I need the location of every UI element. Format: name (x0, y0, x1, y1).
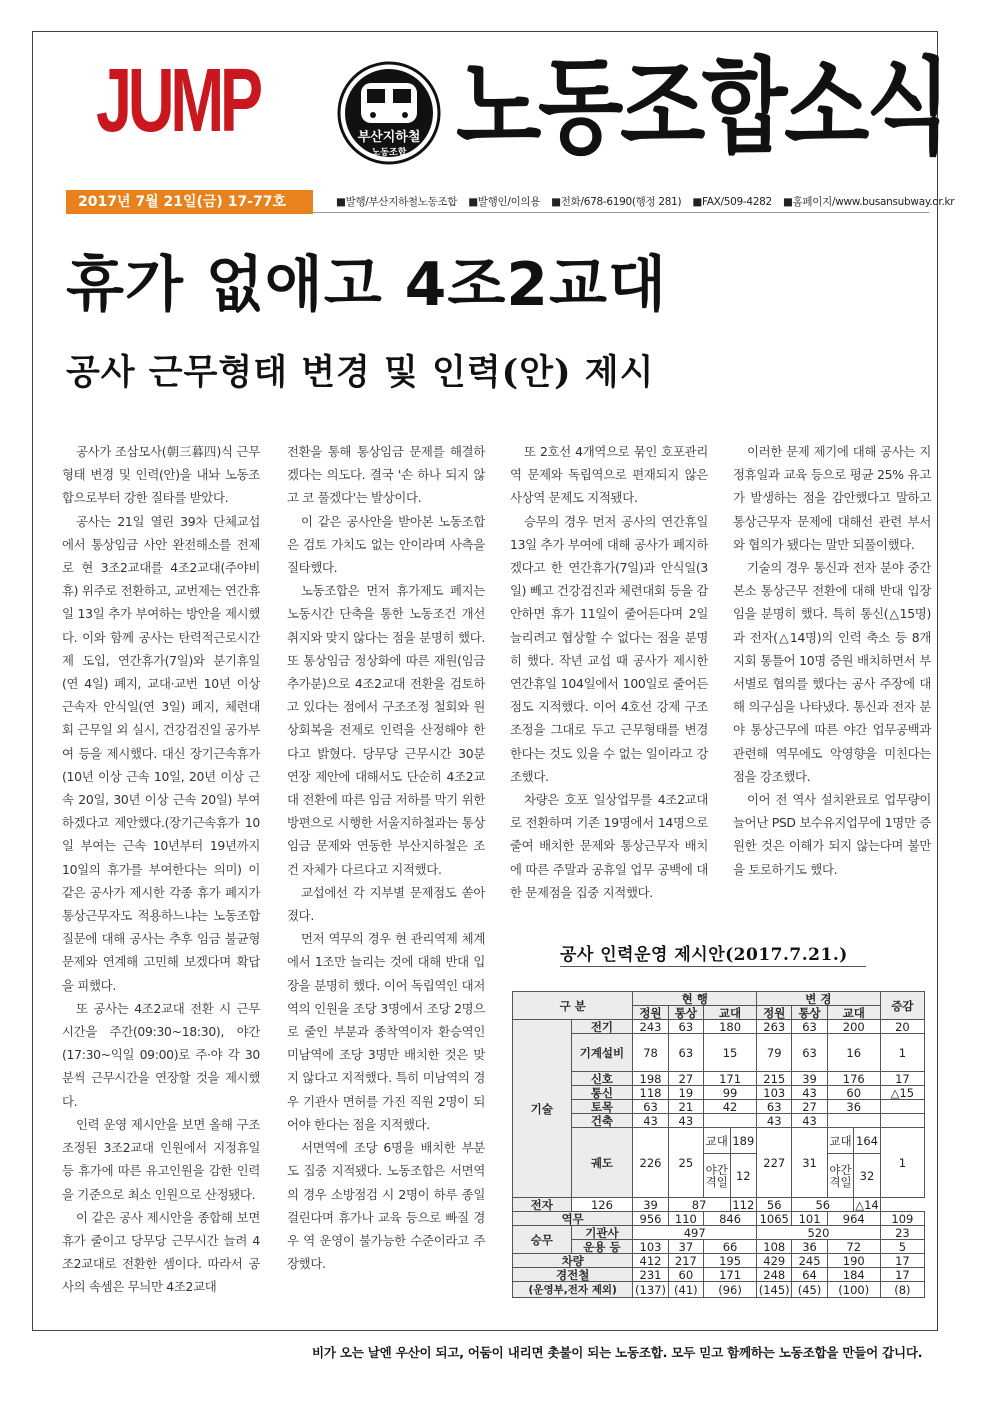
cell: 43 (792, 1086, 827, 1100)
row-label: 기계설비 (571, 1034, 633, 1072)
cell: 231 (633, 1268, 668, 1282)
cell: 184 (827, 1268, 880, 1282)
row-label: 전자 (513, 1198, 572, 1212)
cell: 126 (571, 1198, 633, 1212)
paragraph: 또 공사는 4조2교대 전환 시 근무시간을 주간(09:30~18:30), 야간(17:30~익일 09:00)로 주·야 각 30분씩 근무시간을 연장할 것을 제시했다. (62, 1000, 260, 1109)
table-title: 공사 인력운영 제시안(2017.7.21.) (560, 945, 848, 965)
cell: 99 (704, 1086, 757, 1100)
paragraph: 공사가 조삼모사(朝三暮四)식 근무형태 변경 및 인력(안)을 내놔 노동조합으로부터 강한 질타를 받았다. (62, 444, 260, 506)
row-label: 건축 (571, 1114, 633, 1128)
paragraph: 교섭에선 각 지부별 문제점도 쏟아졌다. (287, 884, 485, 924)
row-label: 역무 (513, 1212, 633, 1226)
header-regular: 정원 (633, 1006, 668, 1020)
table-row (513, 1226, 925, 1240)
cell: 429 (757, 1254, 792, 1268)
paragraph: 먼저 역무의 경우 현 관리역제 체계에서 1조만 늘리는 것에 대해 반대 입장을 분명히 했다. 이어 독립역인 대저역의 인원을 조당 3명에서 조당 2명으로 줄인 부분과 종착역이자 환승역인 미남역에 조당 3명만 배치한 것은 맞지 않다고 지적했다. 특히 미남역의 경우 기관사 면허를 가진 직원 2명이 되어야 한다는 점을 지적했다. (287, 931, 485, 1132)
cell: 17 (880, 1072, 924, 1086)
cell: 956 (633, 1212, 668, 1226)
cell: 63 (792, 1034, 827, 1072)
article-column-2 (287, 440, 485, 1275)
cell: 43 (757, 1114, 792, 1128)
issue-date: 2017년 7월 21일(금) 17-77호 (66, 190, 313, 214)
cell: 60 (827, 1086, 880, 1100)
cell: 109 (880, 1212, 924, 1226)
cell: 243 (633, 1020, 668, 1034)
cell: 17 (880, 1254, 924, 1268)
cell: 108 (757, 1240, 792, 1254)
cell: 215 (757, 1072, 792, 1086)
cell: 56 (757, 1198, 792, 1212)
cell: 195 (704, 1254, 757, 1268)
cell: 32 (854, 1154, 881, 1198)
cell: 42 (704, 1100, 757, 1114)
paragraph: 기술의 경우 통신과 전자 분야 중간 본소 통상근무 전환에 대해 반대 입장임을 분명히 했다. 특히 통신(△15명)과 전자(△14명)의 인력 축소 등 8개 지회 통틀어 10명 증원 배치하면서 부서별로 협의를 했다는 공사 주장에 대해 의구심을 나타냈다. 통신과 전자 분야 통상근무에 따른 야간 업무공백과 관련해 역무에도 악영향을 미친다는 점을 강조했다. (733, 560, 931, 784)
cell: 63 (792, 1020, 827, 1034)
cell: 248 (757, 1268, 792, 1282)
article-column-4 (733, 440, 931, 881)
paragraph: 차량은 호포 일상업무를 4조2교대로 전환하며 기존 19명에서 14명으로 줄여 배치한 문제와 통상근무자 배치에 따른 주말과 공휴일 업무 공백에 대한 문제점을 집중 지적했다. (510, 792, 708, 900)
cell: 78 (633, 1034, 668, 1072)
cell: 64 (792, 1268, 827, 1282)
table-row (513, 1254, 925, 1268)
group-tech: 기술 (513, 1020, 572, 1198)
homepage-link[interactable]: ■홈페이지/www.busansubway.or.kr (782, 196, 955, 208)
header-shift: 교대 (827, 1006, 880, 1020)
group-crew: 승무 (513, 1226, 572, 1254)
cell: 43 (792, 1114, 827, 1128)
phone: ■전화/678-6190(행정 281) (551, 196, 682, 208)
cell: 20 (880, 1020, 924, 1034)
article-column-3 (510, 440, 708, 904)
paragraph: 이 같은 공사 제시안을 종합해 보면 휴가 줄이고 당무당 근무시간 늘려 4조2교대로 전환한 셈이다. 따라서 공사의 속셈은 무늬만 4조2교대 (62, 1209, 260, 1295)
publication-info (336, 190, 955, 214)
cell: (96) (704, 1282, 757, 1298)
cell: 교대 (704, 1128, 731, 1154)
cell: 63 (668, 1034, 703, 1072)
table-row (513, 1086, 925, 1100)
footer-slogan: 비가 오는 날엔 우산이 되고, 어둠이 내리면 촛불이 되는 노동조합. 모두 믿고 함께하는 노동조합을 만들어 갑니다. (312, 1345, 923, 1360)
cell: 180 (704, 1020, 757, 1034)
cell: 12 (730, 1154, 757, 1198)
cell: 36 (827, 1100, 880, 1114)
cell: 103 (633, 1240, 668, 1254)
table-row (513, 1198, 925, 1212)
cell: 164 (854, 1128, 881, 1154)
cell: 846 (704, 1212, 757, 1226)
cell: 245 (792, 1254, 827, 1268)
staffing-table (512, 991, 925, 1298)
cell: 190 (827, 1254, 880, 1268)
row-label: 기관사 (571, 1226, 633, 1240)
subheadline: 공사 근무형태 변경 및 인력(안) 제시 (66, 352, 655, 393)
cell (880, 1114, 924, 1128)
cell: (45) (792, 1282, 827, 1298)
cell: 227 (757, 1128, 792, 1198)
header-normal: 통상 (668, 1006, 703, 1020)
cell: 66 (704, 1240, 757, 1254)
cell: 야간격일 (827, 1154, 854, 1198)
table-row (513, 1268, 925, 1282)
row-label: 전기 (571, 1020, 633, 1034)
cell (827, 1114, 880, 1128)
jump-logo: JUMP (96, 51, 259, 151)
cell: 60 (668, 1268, 703, 1282)
cell: 226 (633, 1128, 668, 1198)
cell: 31 (792, 1128, 827, 1198)
cell: 217 (668, 1254, 703, 1268)
table-row (513, 1240, 925, 1254)
table-row (513, 1100, 925, 1114)
header-category: 구 분 (513, 992, 633, 1020)
cell: 37 (668, 1240, 703, 1254)
table-header-row (513, 992, 925, 1006)
cell: 171 (704, 1268, 757, 1282)
row-label: 운용 등 (571, 1240, 633, 1254)
cell: 교대 (827, 1128, 854, 1154)
table-row (513, 1072, 925, 1086)
row-label: 신호 (571, 1072, 633, 1086)
masthead-title: 노동조합소식 (456, 45, 948, 168)
table-row (513, 1114, 925, 1128)
row-label: 토목 (571, 1100, 633, 1114)
cell: 39 (633, 1198, 668, 1212)
cell: 110 (668, 1212, 703, 1226)
editor: ■발행인/이의용 (468, 196, 541, 208)
cell: 964 (827, 1212, 880, 1226)
row-label: 통신 (571, 1086, 633, 1100)
paragraph: 승무의 경우 먼저 공사의 연간휴일 13일 추가 부여에 대해 공사가 폐지하겠다고 한 연간휴가(7일)과 안식일(3일) 빼고 건강검진과 체련대회 등을 감안하면 휴가 11일이 줄어든다며 2일 늘리려고 협상할 수 없다는 점을 분명히 했다. 작년 교섭 때 공사가 제시한 연간휴일 104일에서 100일로 줄어든 점도 지적했다. 이어 4호선 강제 구조조정을 그대로 두고 근무형태를 변경한다는 것도 있을 수 없는 일이라고 강조했다. (510, 513, 708, 784)
cell: 198 (633, 1072, 668, 1086)
paragraph: 이러한 문제 제기에 대해 공사는 지정휴일과 교육 등으로 평균 25% 유고가 발생하는 점을 감안했다고 말하고 통상근무자 문제에 대해선 관련 부서와 협의가 됐다는 말만 되풀이했다. (733, 444, 931, 552)
cell: 27 (792, 1100, 827, 1114)
header-shift: 교대 (704, 1006, 757, 1020)
cell: 101 (792, 1212, 827, 1226)
header-rule (313, 212, 929, 213)
headline: 휴가 없애고 4조2교대 (66, 250, 667, 320)
cell: 1065 (757, 1212, 792, 1226)
paragraph: 공사는 21일 열린 39차 단체교섭에서 통상임금 사안 완전해소를 전제로 현 3조2교대를 4조2교대(주야비휴) 위주로 전환하고, 교번제는 연간휴일 13일 추가 부여하는 방안을 제시했다. 이와 함께 공사는 탄력적근로시간제 도입, 연간휴가(7일)와 분기휴일(연 4일) 폐지, 교대·교번 10년 이상 근속자 안식일(연 3일) 폐지, 체련대회 근무일 외 실시, 건강검진일 공가부여 등을 제시했다. 대신 장기근속휴가(10년 이상 근속 10일, 20년 이상 근속 20일, 30년 이상 근속 20일) 부여하겠다고 제안했다.(장기근속휴가 10일 부여는 근속 10년부터 19년까지 10일의 휴가를 부여한다는 의미) 이 같은 공사가 제시한 각종 휴가 폐지가 통상근무자도 적용하느냐는 노동조합 질문에 대해 공사는 추후 임금 불균형 문제와 연계해 고민해 보겠다며 확답을 피했다. (62, 513, 260, 993)
cell: 112 (730, 1198, 757, 1212)
cell: 200 (827, 1020, 880, 1034)
cell: 79 (757, 1034, 792, 1072)
cell: (41) (668, 1282, 703, 1298)
cell: 171 (704, 1072, 757, 1086)
cell: 63 (633, 1100, 668, 1114)
cell: 23 (880, 1226, 924, 1240)
header-normal: 통상 (792, 1006, 827, 1020)
paragraph: 전환을 통해 통상임금 문제를 해결하겠다는 의도다. 결국 '손 하나 되지 않고 코 풀겠다'는 발상이다. (287, 444, 485, 506)
cell: 87 (668, 1198, 730, 1212)
row-label: (운영부,전자 제외) (513, 1282, 633, 1298)
cell: 189 (730, 1128, 757, 1154)
cell (880, 1100, 924, 1114)
cell: 16 (827, 1034, 880, 1072)
cell: 21 (668, 1100, 703, 1114)
cell: 1 (880, 1128, 924, 1198)
cell (704, 1114, 757, 1128)
article-column-1 (62, 440, 260, 1299)
cell: 412 (633, 1254, 668, 1268)
cell: 72 (827, 1240, 880, 1254)
table-row (513, 1034, 925, 1072)
paragraph: 이 같은 공사안을 받아본 노동조합은 검토 가치도 없는 안이라며 사측을 질타했다. (287, 513, 485, 576)
paragraph: 인력 운영 제시안을 보면 올해 구조조정된 3조2교대 인원에서 지정휴일 등 휴가에 따른 유고인원을 감한 인력을 기준으로 최소 인원으로 산정됐다. (62, 1116, 260, 1202)
cell: 43 (633, 1114, 668, 1128)
seal-text-bottom: 노동조합 (371, 148, 407, 158)
cell: 15 (704, 1034, 757, 1072)
cell: 176 (827, 1072, 880, 1086)
table-title-rule (560, 966, 866, 967)
cell: 17 (880, 1268, 924, 1282)
row-label: 궤도 (571, 1128, 633, 1198)
header-regular: 정원 (757, 1006, 792, 1020)
cell: 56 (792, 1198, 854, 1212)
cell: 5 (880, 1240, 924, 1254)
fax: ■FAX/509-4282 (692, 196, 772, 208)
cell: 야간격일 (704, 1154, 731, 1198)
header-diff: 증감 (880, 992, 924, 1020)
table-row (513, 1020, 925, 1034)
header-current: 현 행 (633, 992, 757, 1006)
cell: 36 (792, 1240, 827, 1254)
cell: 1 (880, 1034, 924, 1072)
cell: (100) (827, 1282, 880, 1298)
paragraph: 서면역에 조당 6명을 배치한 부분도 집중 지적됐다. 노동조합은 서면역의 경우 소방점검 시 2명이 하루 종일 걸린다며 휴가나 교육 등으로 빠질 경우 역 운영이 불가능한 수준이라고 주장했다. (287, 1140, 485, 1272)
cell: 25 (668, 1128, 703, 1198)
cell: △14 (855, 1197, 879, 1212)
cell: (137) (633, 1282, 668, 1298)
cell: 497 (633, 1226, 757, 1240)
cell: 263 (757, 1020, 792, 1034)
header-change: 변 경 (757, 992, 881, 1006)
cell: 63 (668, 1020, 703, 1034)
paragraph: 이어 전 역사 설치완료로 업무량이 늘어난 PSD 보수유지업무에 1명만 증원한 것은 이해가 되지 않는다며 불만을 토로하기도 했다. (733, 792, 931, 877)
cell: 103 (757, 1086, 792, 1100)
cell: (8) (880, 1282, 924, 1298)
cell: 118 (633, 1086, 668, 1100)
paragraph: 노동조합은 먼저 휴가제도 폐지는 노동시간 단축을 통한 노동조건 개선 취지와 맞지 않다는 점을 분명히 했다. 또 통상임금 정상화에 따른 재원(임금추가분)으로 4조2교대 전환을 검토하고 있다는 점에서 구조조정 철회와 원상회복을 전제로 인력을 산정해야 한다고 밝혔다. 당무당 근무시간 30분 연장 제안에 대해서도 단순히 4조2교대 전환에 따른 임금 저하를 막기 위한 방편으로 시행한 서울지하철과는 통상임금 문제와 연동한 부산지하철은 조건 자체가 다르다고 지적했다. (287, 583, 485, 877)
union-seal-icon (337, 61, 441, 165)
row-label: 경전철 (513, 1268, 633, 1282)
cell: 27 (668, 1072, 703, 1086)
cell: △15 (880, 1086, 924, 1100)
publisher: ■발행/부산지하철노동조합 (336, 196, 458, 208)
table-row (513, 1282, 925, 1298)
row-label: 차량 (513, 1254, 633, 1268)
cell: 63 (757, 1100, 792, 1114)
paragraph: 또 2호선 4개역으로 묶인 호포관리역 문제와 독립역으로 편재되지 않은 사상역 문제도 지적됐다. (510, 444, 708, 506)
table-row (513, 1212, 925, 1226)
table-row (513, 1128, 925, 1152)
cell: (145) (757, 1282, 792, 1298)
cell: 19 (668, 1086, 703, 1100)
cell: 43 (668, 1114, 703, 1128)
cell: 520 (757, 1226, 881, 1240)
cell: 39 (792, 1072, 827, 1086)
seal-text-top: 부산지하철 (357, 130, 421, 145)
